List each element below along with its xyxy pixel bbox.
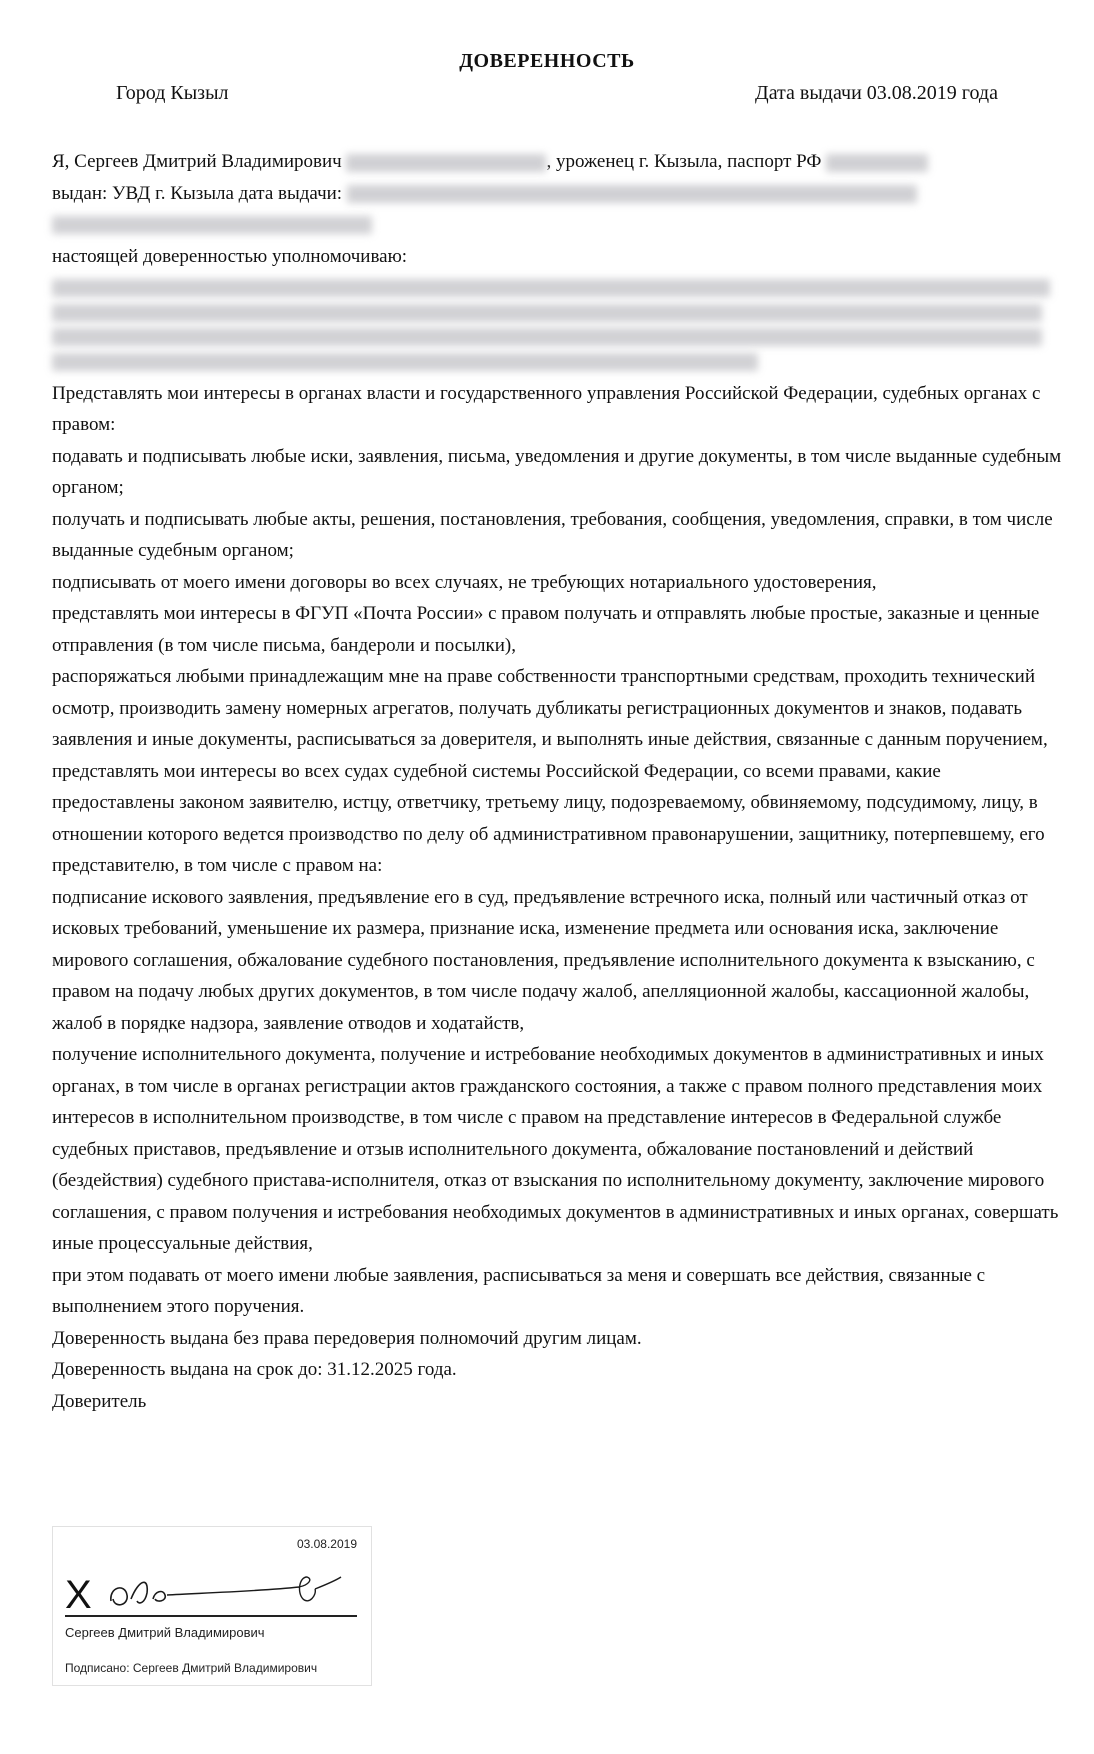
intro-line-1	[52, 146, 1062, 178]
paragraph: представлять мои интересы во всех судах судебной системы Российской Федерации, со всеми правами, какие предоставлены законом заявителю, истцу, ответчику, третьему лицу, подозреваемому, обвиняемому, подсудимому, лицу, в отношении которого ведется производство по делу об административном правонарушении, защитнику, потерпевшему, его представителю, в том числе с правом на:	[52, 760, 1045, 877]
issue-date: Дата выдачи 03.08.2019 года	[755, 82, 998, 104]
paragraph: Доверенность выдана на срок до: 31.12.2025 года.	[52, 1359, 457, 1381]
issued-by-label: выдан: УВД г. Кызыла дата выдачи:	[52, 182, 343, 204]
paragraph: подписание искового заявления, предъявление его в суд, предъявление встречного иска, полный или частичный отказ от исковых требований, уменьшение их размера, признание иска, изменение предмета или основания иска, заключение мирового соглашения, обжалование судебного постановления, предъявление исполнительного документа к взысканию, с правом на подачу любых других документов, в том числе подачу жалоб, апелляционной жалобы, кассационной жалобы, жалоб в порядке надзора, заявление отводов и ходатайств,	[52, 886, 1035, 1034]
paragraph: представлять мои интересы в ФГУП «Почта России» с правом получать и отправлять любые простые, заказные и ценные отправления (в том числе письма, бандероли и посылки),	[52, 603, 1040, 656]
paragraph: при этом подавать от моего имени любые заявления, расписываться за меня и совершать все действия, связанные с выполнением этого поручения.	[52, 1264, 986, 1318]
signature-name: Сергеев Дмитрий Владимирович	[65, 1625, 265, 1640]
intro-line-2	[52, 178, 1062, 210]
paragraph: получение исполнительного документа, получение и истребование необходимых документов в административных и иных органах, в том числе в органах регистрации актов гражданского состояния, а также с правом полного представления моих интересов в исполнительном производстве, в том числе с правом на представление интересов в Федеральной службе судебных приставов, предъявление и отзыв исполнительного документа, обжалование постановлений и действий (бездействия) судебного пристава-исполнителя, отказ от взыскания по исполнительному документу, заключение мирового соглашения, с правом получения и истребования необходимых документов в административных и иных органах, совершать иные процессуальные действия,	[52, 1044, 1059, 1255]
redacted-birth-date	[346, 154, 546, 172]
redacted-issue-details	[347, 185, 917, 203]
paragraph: Представлять мои интересы в органах власти и государственного управления Российской Федерации, судебных органах с правом:	[52, 382, 1041, 436]
paragraph: подписывать от моего имени договоры во всех случаях, не требующих нотариального удостоверения,	[52, 571, 877, 593]
redacted-agent-line-1	[52, 279, 1050, 297]
signature-date: 03.08.2019	[296, 1537, 357, 1551]
paragraph: подавать и подписывать любые иски, заявления, письма, уведомления и другие документы, в том числе выданные судебным органом;	[52, 445, 1062, 499]
signature-x-mark: X	[65, 1573, 92, 1617]
signature-box	[52, 1526, 372, 1686]
signature-line	[65, 1615, 357, 1617]
principal-name: Я, Сергеев Дмитрий Владимирович	[52, 151, 342, 172]
born-label: , уроженец г. Кызыла, паспорт РФ	[546, 151, 822, 172]
paragraph: Доверенность выдана без права передоверия полномочий другим лицам.	[52, 1327, 642, 1349]
redacted-address	[52, 216, 372, 234]
redacted-agent-line-2	[52, 304, 1042, 322]
redacted-passport-number	[826, 154, 928, 172]
principal-label: Доверитель	[52, 1390, 147, 1412]
redacted-agent-line-4	[52, 353, 758, 371]
document-title: ДОВЕРЕННОСТЬ	[459, 50, 635, 72]
paragraph: получать и подписывать любые акты, решения, постановления, требования, сообщения, уведомления, справки, в том числе выданные судебным органом;	[52, 508, 1053, 562]
authorize-line: настоящей доверенностью уполномочиваю:	[52, 245, 408, 267]
document-body	[52, 146, 1062, 1417]
city-label: Город Кызыл	[116, 82, 229, 104]
redacted-agent-line-3	[52, 328, 1042, 346]
signature-scribble-icon	[103, 1565, 353, 1615]
signed-by: Подписано: Сергеев Дмитрий Владимирович	[65, 1661, 318, 1675]
paragraph: распоряжаться любыми принадлежащим мне на праве собственности транспортными средствам, проходить технический осмотр, производить замену номерных агрегатов, получать дубликаты регистрационных документов и знаков, подавать заявления и иные документы, расписываться за доверителя, и выполнять иные действия, связанные с данным поручением,	[52, 666, 1048, 751]
